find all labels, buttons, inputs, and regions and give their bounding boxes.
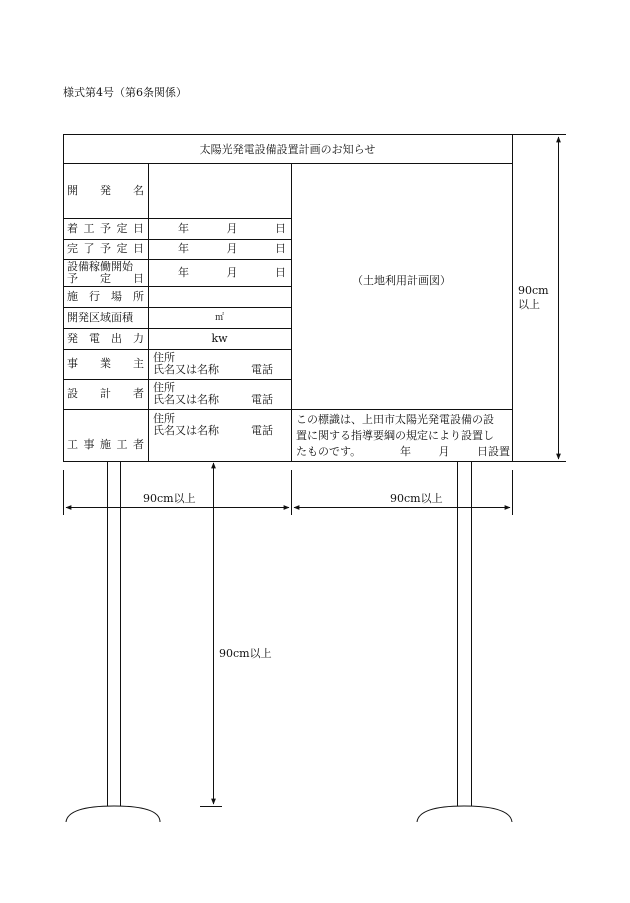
form-number: 様式第4号（第6条関係） — [63, 86, 187, 99]
power-unit: kw — [211, 331, 228, 345]
designer-info: 住所 氏名又は名称 電話 — [153, 381, 273, 406]
operation-start-date-value: 年 月 日 — [178, 265, 286, 279]
board-table-lines — [63, 135, 513, 462]
height-dimension-label: 90cm 以上 — [518, 284, 549, 311]
dimension-lines — [64, 135, 567, 807]
completion-date-value: 年 月 日 — [178, 242, 286, 255]
label-designer: 設 計 者 — [67, 387, 144, 400]
label-power-output: 発 電 出 力 — [67, 331, 144, 345]
posts — [66, 461, 512, 822]
label-operation-start-date: 設備稼働開始 予 定 日 — [67, 259, 144, 285]
land-use-plan-label: （土地利用計画図） — [352, 274, 451, 287]
business-owner-info: 住所 氏名又は名称 電話 — [153, 351, 273, 376]
width-dimension-right-label: 90cm以上 — [390, 492, 443, 505]
area-unit: ㎡ — [214, 312, 224, 323]
width-dimension-left-label: 90cm以上 — [143, 492, 196, 505]
label-start-date: 着 工 予 定 日 — [67, 221, 144, 235]
label-construction-site: 施 行 場 所 — [67, 289, 144, 303]
board-title: 太陽光発電設備設置計画のお知らせ — [199, 142, 376, 156]
start-date-value: 年 月 日 — [178, 221, 286, 235]
contractor-info: 住所 氏名又は名称 電話 — [153, 412, 273, 437]
label-contractor: 工 事 施 工 者 — [67, 438, 144, 451]
notice-text: この標識は、上田市太陽光発電設備の設 置に関する指導要綱の規定により設置し たものです。 年 月 日設置 — [296, 413, 510, 458]
leg-height-dimension-label: 90cm以上 — [219, 647, 272, 660]
label-completion-date: 完 了 予 定 日 — [67, 242, 144, 255]
label-business-owner: 事 業 主 — [67, 357, 144, 370]
label-development-area: 開発区域面積 — [67, 310, 133, 324]
label-development-name: 開 発 名 — [67, 183, 144, 197]
